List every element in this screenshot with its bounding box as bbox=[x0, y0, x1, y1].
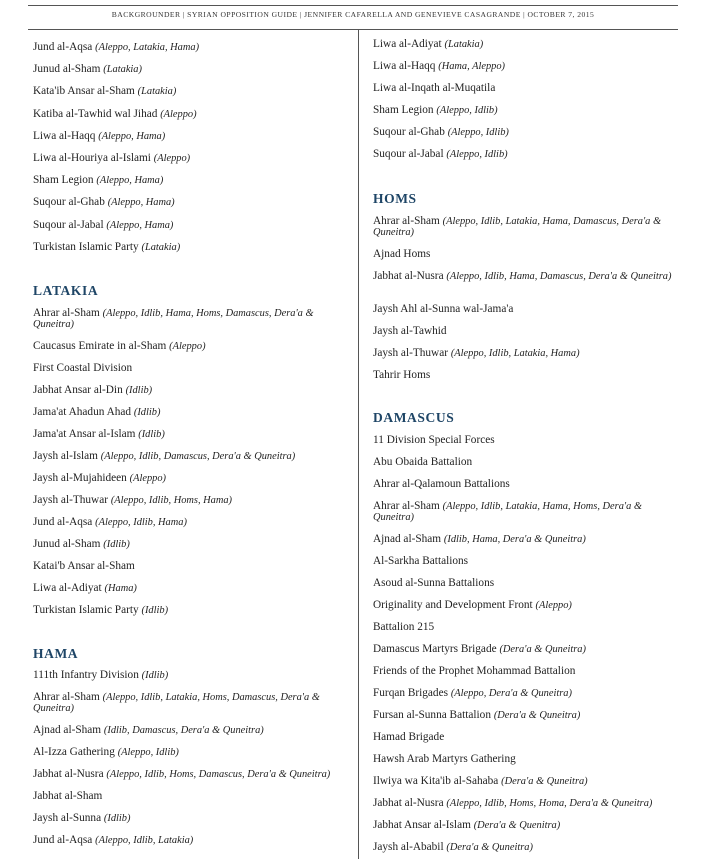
list-item bbox=[373, 326, 673, 337]
group-name: Jaysh al-Islam bbox=[33, 450, 98, 462]
group-name: Katai'b Ansar al-Sham bbox=[33, 560, 135, 572]
list-item bbox=[33, 517, 351, 528]
group-locations: (Idlib) bbox=[103, 539, 130, 550]
group-locations: (Idlib) bbox=[125, 385, 153, 396]
list-item bbox=[373, 304, 673, 315]
group-name: 111th Infantry Division bbox=[33, 669, 139, 681]
group-locations: (Aleppo, Idlib, Hama) bbox=[95, 517, 187, 528]
group-locations: (Aleppo, Idlib, Homs, Homa, Dera'a & Quneitra) bbox=[446, 798, 653, 809]
group-name: Sham Legion bbox=[33, 174, 94, 187]
group-locations: (Aleppo, Hama) bbox=[96, 175, 164, 187]
group-name: Hamad Brigade bbox=[373, 731, 445, 743]
list-item bbox=[33, 242, 351, 253]
list-item bbox=[373, 61, 673, 72]
list-item bbox=[373, 149, 673, 160]
group-name: Junud al-Sham bbox=[33, 538, 101, 550]
group-name: Ahrar al-Sham bbox=[33, 691, 100, 703]
list-item bbox=[373, 578, 673, 589]
list-item bbox=[33, 725, 351, 736]
group-name: Furqan Brigades bbox=[373, 687, 448, 699]
list-item bbox=[373, 348, 673, 359]
list-item bbox=[33, 583, 351, 594]
group-name: Turkistan Islamic Party bbox=[33, 240, 139, 253]
group-locations: (Dera'a & Quneitra) bbox=[501, 776, 588, 787]
list-item bbox=[33, 220, 351, 231]
group-name: Jaysh Ahl al-Sunna wal-Jama'a bbox=[373, 303, 514, 315]
list-item bbox=[33, 670, 351, 681]
group-locations: (Aleppo) bbox=[129, 473, 166, 484]
group-locations: (Dera'a & Quneitra) bbox=[493, 710, 581, 721]
group-name: Jund al-Aqsa bbox=[33, 41, 93, 53]
group-name: Jabhat Ansar al-Islam bbox=[373, 819, 471, 831]
list-item bbox=[373, 501, 673, 523]
list-item bbox=[373, 732, 673, 743]
group-locations: (Dera'a & Quneitra) bbox=[499, 644, 586, 655]
group-name: Turkistan Islamic Party bbox=[33, 604, 139, 616]
group-locations: (Aleppo, Idlib) bbox=[436, 105, 498, 116]
list-item bbox=[373, 435, 673, 446]
group-name: Originality and Development Front bbox=[373, 599, 533, 611]
list-item bbox=[33, 42, 351, 53]
list-item bbox=[373, 271, 673, 282]
group-locations: (Idlib, Hama, Dera'a & Quneitra) bbox=[443, 534, 586, 545]
group-locations: (Aleppo, Hama) bbox=[98, 130, 166, 142]
section-heading-latakia: LATAKIA bbox=[33, 283, 99, 298]
group-locations: (Aleppo, Idlib, Hama, Damascus, Dera'a & Quneitra) bbox=[446, 271, 672, 282]
group-name: Ahrar al-Sham bbox=[373, 500, 440, 512]
group-locations: (Latakia) bbox=[141, 241, 181, 253]
group-name: Jama'at Ansar al-Islam bbox=[33, 428, 136, 440]
group-name: Liwa al-Adiyat bbox=[33, 582, 102, 594]
group-name: Sham Legion bbox=[373, 104, 434, 116]
list-item bbox=[33, 561, 351, 572]
group-name: Abu Obaida Battalion bbox=[373, 456, 473, 468]
column-divider bbox=[358, 29, 359, 859]
list-item bbox=[373, 127, 673, 138]
list-item bbox=[33, 769, 351, 780]
group-name: Asoud al-Sunna Battalions bbox=[373, 577, 495, 589]
group-locations: (Dera'a & Quenitra) bbox=[473, 820, 561, 831]
group-locations: (Aleppo, Hama) bbox=[106, 219, 174, 231]
group-name: Katiba al-Tawhid wal Jihad bbox=[33, 107, 158, 120]
group-name: Battalion 215 bbox=[373, 621, 435, 633]
group-locations: (Aleppo) bbox=[153, 153, 191, 164]
list-item bbox=[373, 83, 673, 94]
group-locations: (Aleppo) bbox=[160, 108, 197, 120]
group-name: Liwa al-Haqq bbox=[373, 60, 436, 72]
group-locations: (Aleppo) bbox=[169, 341, 206, 352]
group-name: Junud al-Sham bbox=[33, 63, 101, 76]
group-locations: (Latakia) bbox=[444, 39, 484, 50]
group-locations: (Idlib) bbox=[103, 813, 131, 824]
list-item bbox=[33, 64, 351, 75]
list-item bbox=[373, 534, 673, 545]
group-name: Jabhat al-Nusra bbox=[33, 768, 104, 780]
group-name: Jabhat al-Nusra bbox=[373, 270, 444, 282]
group-name: Al-Sarkha Battalions bbox=[373, 555, 469, 567]
group-name: Damascus Martyrs Brigade bbox=[373, 643, 497, 655]
group-name: 11 Division Special Forces bbox=[373, 434, 495, 446]
list-item bbox=[373, 39, 673, 50]
list-item bbox=[373, 798, 673, 809]
list-item bbox=[373, 479, 673, 490]
group-name: Jaysh al-Thuwar bbox=[33, 494, 108, 506]
group-name: Liwa al-Inqath al-Muqatila bbox=[373, 82, 496, 94]
header-top-rule bbox=[28, 5, 678, 6]
group-locations: (Aleppo) bbox=[535, 600, 572, 611]
group-locations: (Aleppo, Hama) bbox=[107, 197, 175, 209]
list-item bbox=[33, 495, 351, 506]
group-locations: (Aleppo, Idlib, Homs, Damascus, Dera'a & Quneitra) bbox=[106, 769, 331, 780]
list-item bbox=[33, 813, 351, 824]
group-locations: (Aleppo, Idlib, Latakia, Hama, Homs, Dera'a & Quneitra) bbox=[373, 501, 642, 523]
group-locations: (Aleppo, Dera'a & Quneitra) bbox=[450, 688, 572, 699]
list-item bbox=[373, 556, 673, 567]
group-locations: (Aleppo, Latakia, Hama) bbox=[95, 42, 200, 53]
list-item bbox=[33, 539, 351, 550]
group-locations: (Dera'a & Quneitra) bbox=[446, 842, 533, 853]
header-bottom-rule bbox=[28, 29, 678, 30]
list-item bbox=[373, 776, 673, 787]
group-locations: (Aleppo, Idlib, Latakia, Hama, Damascus, Dera'a & Quneitra) bbox=[373, 216, 662, 238]
group-name: Suqour al-Jabal bbox=[373, 148, 444, 160]
group-name: Jaysh al-Tawhid bbox=[373, 325, 447, 337]
group-name: Ajnad Homs bbox=[373, 248, 431, 260]
group-name: Kata'ib Ansar al-Sham bbox=[33, 85, 135, 98]
group-name: Ajnad al-Sham bbox=[373, 533, 442, 545]
section-heading-hama: HAMA bbox=[33, 646, 79, 661]
group-name: Suqour al-Jabal bbox=[33, 218, 104, 231]
group-name: Fursan al-Sunna Battalion bbox=[373, 709, 491, 721]
group-name: Jaysh al-Thuwar bbox=[373, 347, 448, 359]
group-name: Jund al-Aqsa bbox=[33, 834, 93, 846]
group-locations: (Hama, Aleppo) bbox=[438, 61, 506, 72]
group-name: Jaysh al-Ababil bbox=[373, 841, 444, 853]
group-locations: (Latakia) bbox=[137, 86, 177, 98]
group-locations: (Aleppo, Idlib, Hama, Homs, Damascus, Dera'a & Quneitra) bbox=[33, 308, 314, 330]
list-item bbox=[33, 131, 351, 142]
group-locations: (Aleppo, Idlib, Damascus, Dera'a & Quneitra) bbox=[100, 451, 296, 462]
list-item bbox=[33, 363, 351, 374]
group-name: Liwa al-Haqq bbox=[33, 129, 96, 142]
list-item bbox=[373, 644, 673, 655]
list-item bbox=[33, 109, 351, 120]
list-item bbox=[373, 754, 673, 765]
group-locations: (Idlib, Damascus, Dera'a & Quneitra) bbox=[103, 725, 264, 736]
group-name: Ilwiya wa Kita'ib al-Sahaba bbox=[373, 775, 499, 787]
list-item bbox=[33, 153, 351, 164]
group-locations: (Latakia) bbox=[103, 64, 142, 76]
list-item bbox=[373, 600, 673, 611]
group-locations: (Hama) bbox=[104, 583, 137, 594]
list-item bbox=[373, 666, 673, 677]
list-item bbox=[33, 407, 351, 418]
list-item bbox=[33, 86, 351, 97]
list-item bbox=[33, 791, 351, 802]
group-name: Liwa al-Adiyat bbox=[373, 38, 442, 50]
group-name: Al-Izza Gathering bbox=[33, 746, 115, 758]
list-item bbox=[373, 216, 673, 238]
running-header: BACKGROUNDER | SYRIAN OPPOSITION GUIDE | JENNIFER CAFARELLA AND GENEVIEVE CASAGRANDE | OCTOBER 7, 2015 bbox=[111, 10, 595, 19]
group-locations: (Idlib) bbox=[133, 407, 161, 418]
group-locations: (Aleppo, Idlib, Latakia) bbox=[95, 835, 194, 846]
group-locations: (Aleppo, Idlib) bbox=[446, 149, 508, 160]
list-item bbox=[373, 249, 673, 260]
group-name: Hawsh Arab Martyrs Gathering bbox=[373, 753, 516, 765]
group-name: Suqour al-Ghab bbox=[373, 126, 445, 138]
list-item bbox=[373, 842, 673, 853]
group-name: Jaysh al-Sunna bbox=[33, 812, 102, 824]
group-locations: (Aleppo, Idlib) bbox=[447, 127, 509, 138]
list-item bbox=[33, 692, 351, 714]
list-item bbox=[33, 341, 351, 352]
list-item bbox=[373, 105, 673, 116]
list-item bbox=[373, 710, 673, 721]
group-name: First Coastal Division bbox=[33, 362, 133, 374]
group-name: Friends of the Prophet Mohammad Battalion bbox=[373, 665, 576, 677]
list-item bbox=[33, 747, 351, 758]
list-item bbox=[33, 429, 351, 440]
group-locations: (Aleppo, Idlib, Latakia, Homs, Damascus, Dera'a & Quneitra) bbox=[33, 692, 320, 714]
group-locations: (Idlib) bbox=[141, 670, 169, 681]
group-name: Jabhat al-Nusra bbox=[373, 797, 444, 809]
group-name: Ahrar al-Sham bbox=[33, 307, 100, 319]
group-name: Jund al-Aqsa bbox=[33, 516, 93, 528]
list-item bbox=[373, 622, 673, 633]
group-name: Ahrar al-Qalamoun Battalions bbox=[373, 478, 510, 490]
group-locations: (Aleppo, Idlib, Latakia, Hama) bbox=[450, 348, 580, 359]
list-item bbox=[33, 835, 351, 846]
list-item bbox=[33, 175, 351, 186]
list-item bbox=[33, 197, 351, 208]
group-locations: (Aleppo, Idlib, Homs, Hama) bbox=[110, 495, 233, 506]
group-name: Suqour al-Ghab bbox=[33, 196, 105, 209]
list-item bbox=[33, 308, 351, 330]
group-name: Jabhat Ansar al-Din bbox=[33, 384, 123, 396]
section-heading-damascus: DAMASCUS bbox=[373, 410, 455, 425]
group-name: Jaysh al-Mujahideen bbox=[33, 472, 127, 484]
list-item bbox=[33, 451, 351, 462]
section-heading-homs: HOMS bbox=[373, 191, 417, 206]
group-name: Jabhat al-Sham bbox=[33, 790, 103, 802]
group-locations: (Aleppo, Idlib) bbox=[117, 747, 179, 758]
group-name: Tahrir Homs bbox=[373, 369, 431, 381]
group-name: Ajnad al-Sham bbox=[33, 724, 102, 736]
group-locations: (Idlib) bbox=[141, 605, 169, 616]
group-name: Caucasus Emirate in al-Sham bbox=[33, 340, 167, 352]
list-item bbox=[373, 457, 673, 468]
group-locations: (Idlib) bbox=[138, 429, 165, 440]
list-item bbox=[373, 688, 673, 699]
group-name: Liwa al-Houriya al-Islami bbox=[33, 152, 151, 164]
list-item bbox=[33, 605, 351, 616]
list-item bbox=[373, 370, 673, 381]
group-name: Ahrar al-Sham bbox=[373, 215, 440, 227]
list-item bbox=[373, 820, 673, 831]
list-item bbox=[33, 385, 351, 396]
group-name: Jama'at Ahadun Ahad bbox=[33, 406, 132, 418]
list-item bbox=[33, 473, 351, 484]
